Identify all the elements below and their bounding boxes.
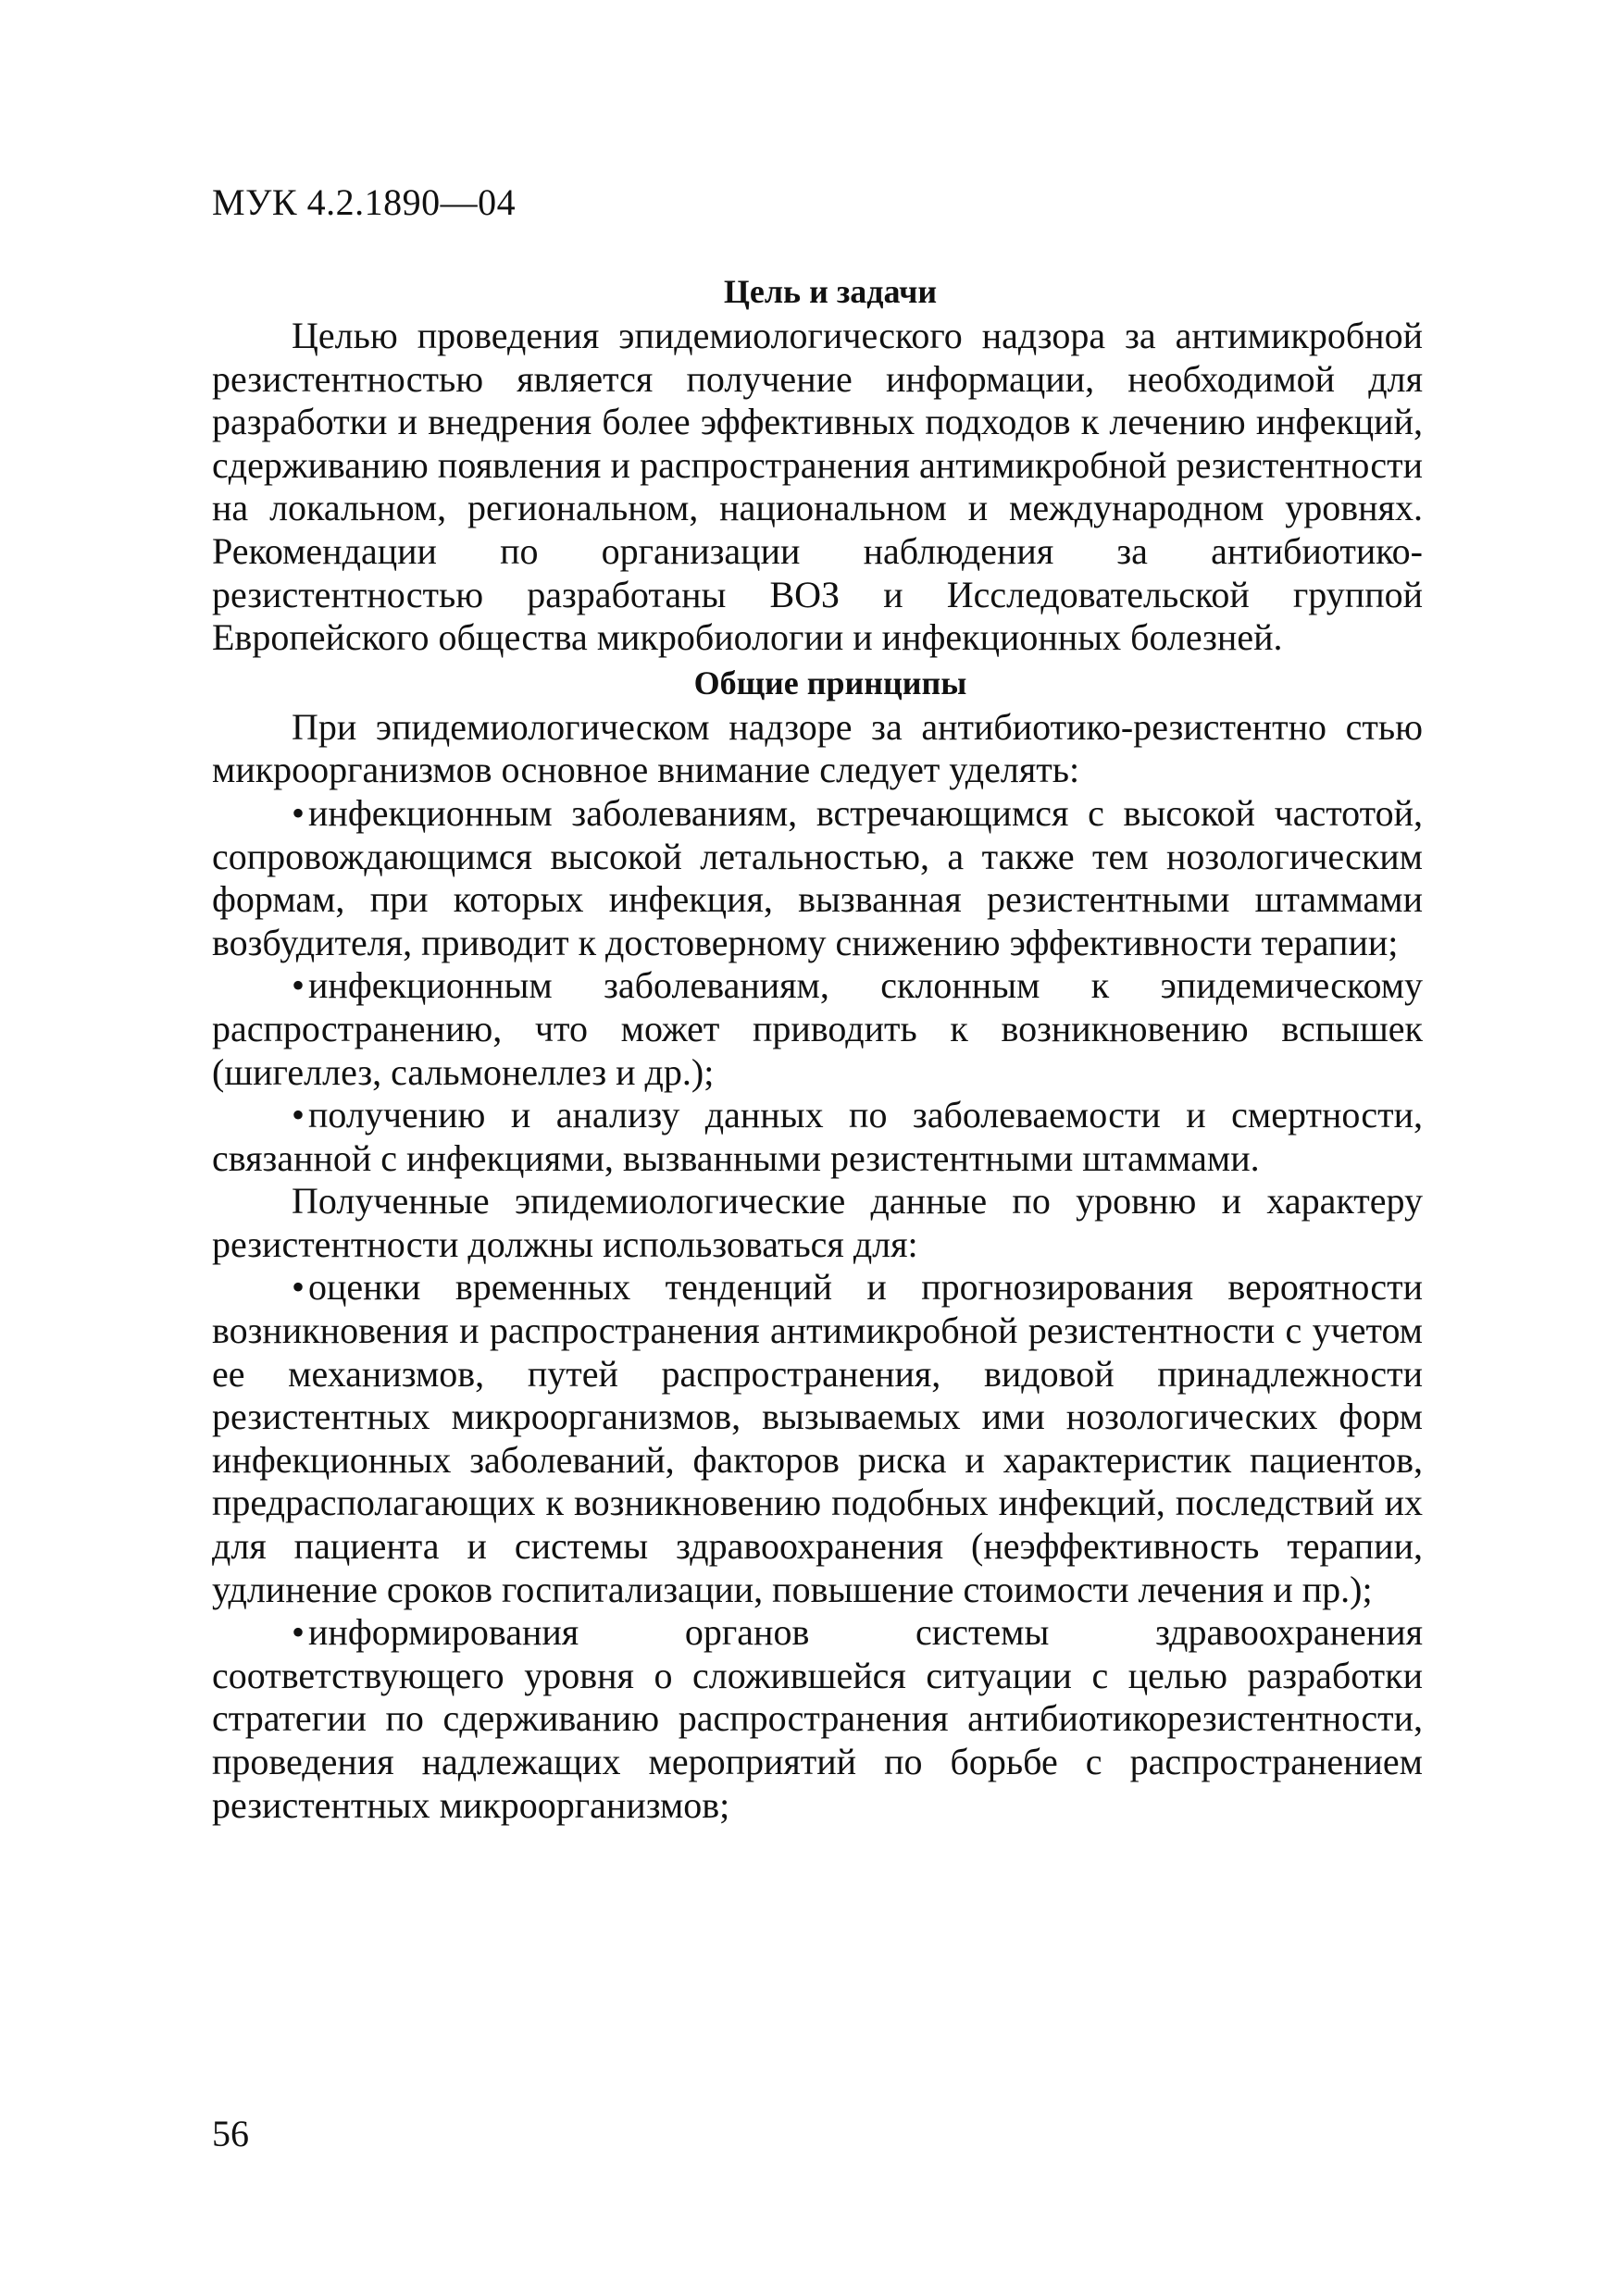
bullet-text: получению и анализу данных по заболеваемости и смертности, связанной с инфекциями, вызванными резистентными штаммами. (212, 1094, 1423, 1179)
goals-paragraph: Целью проведения эпидемиологического надзора за антимикробной резистентностью является получение информации, необходимой для разработки и внедрения более эффективных подходов к лечению инфекций, сдерживанию появления и распространения антимикробной резистентности на локальном, региональном, национальном и международном уровнях. Рекомендации по организации наблюдения за антибиотико-резистентностью разработаны ВОЗ и Исследовательской группой Европейского общества микробиологии и инфекционных болезней. (212, 315, 1423, 659)
bullet-marker: • (292, 1094, 305, 1136)
usage-bullet-item (212, 1266, 1423, 1611)
document-code: МУК 4.2.1890—04 (212, 181, 517, 223)
focus-bullet-item (212, 1094, 1423, 1180)
focus-bullet-item (212, 964, 1423, 1094)
page-content (212, 270, 1423, 1827)
bullet-text: инфекционным заболеваниям, склонным к эпидемическому распространению, что может приводить к возникновению вспышек (шигеллез, сальмонеллез и др.); (212, 964, 1423, 1093)
section-heading-goals: Цель и задачи (723, 273, 938, 310)
usage-intro-paragraph: Полученные эпидемиологические данные по уровню и характеру резистентности должны использоваться для: (212, 1180, 1423, 1265)
bullet-marker: • (292, 1611, 305, 1654)
bullet-marker: • (292, 791, 305, 834)
section-heading-principles: Общие принципы (693, 664, 967, 701)
page-number: 56 (212, 2113, 249, 2154)
focus-bullet-item (212, 792, 1423, 964)
bullet-text: оценки временных тенденций и прогнозирования вероятности возникновения и распространения антимикробной резистентности с учетом ее механизмов, путей распространения, видовой принадлежности резистентных микроорганизмов, вызываемых ими нозологических форм инфекционных заболеваний, факторов риска и характеристик пациентов, предрасполагающих к возникновению подобных инфекций, последствий их для пациента и системы здравоохранения (неэффективность терапии, удлинение сроков госпитализации, повышение стоимости лечения и пр.); (212, 1266, 1423, 1610)
principles-intro-paragraph: При эпидемиологическом надзоре за антибиотико-резистентно стью микроорганизмов основное внимание следует уделять: (212, 705, 1423, 791)
bullet-marker: • (292, 1266, 305, 1309)
usage-bullet-item (212, 1611, 1423, 1827)
bullet-text: инфекционным заболеваниям, встречающимся с высокой частотой, сопровождающимся высокой летальностью, а также тем нозологическим формам, при которых инфекция, вызванная резистентными штаммами возбудителя, приводит к достоверному снижению эффективности терапии; (212, 791, 1423, 963)
bullet-marker: • (292, 964, 305, 1007)
bullet-text: информирования органов системы здравоохранения соответствующего уровня о сложившейся ситуации с целью разработки стратегии по сдерживанию распространения антибиотикорезистентности, проведения надлежащих мероприятий по борьбе с распространением резистентных микроорганизмов; (212, 1611, 1423, 1826)
